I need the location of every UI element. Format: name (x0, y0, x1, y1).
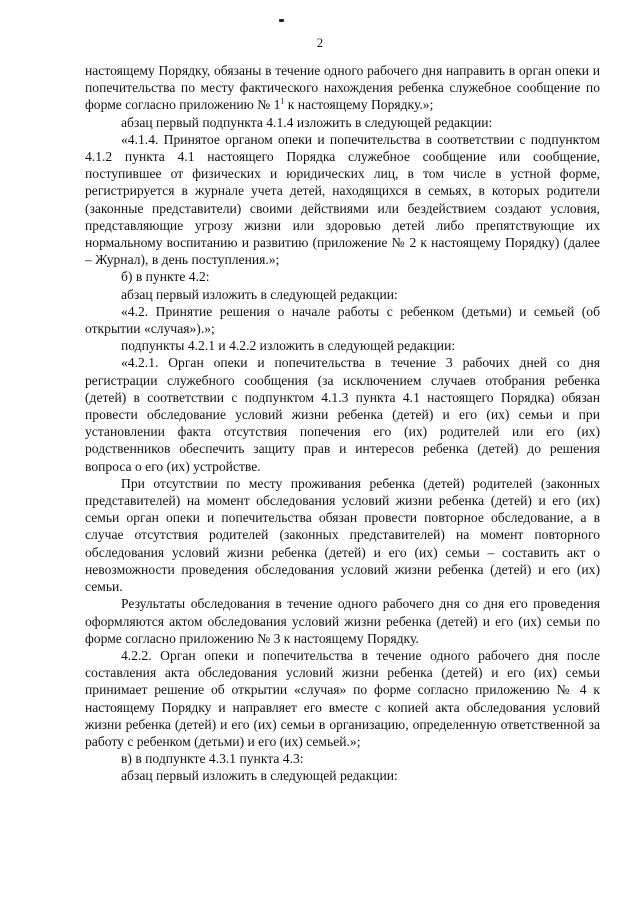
paragraph (85, 303, 600, 337)
paragraph (85, 647, 600, 750)
paragraph-text: 4.2.2. Орган опеки и попечительства в течение одного рабочего дня после составления акта обследования условий жизни ребенка (детей) и его (их) семьи принимает решение об открытии «случая» по форме согласно приложению № 4 к настоящему Порядку и направляет его вместе с копией акта обследования условий жизни ребенка (детей) и его (их) семьи в организацию, определенную ответственной за работу с ребенком (детьми) и его (их) семьей.»; (85, 647, 600, 749)
paragraph (85, 131, 600, 269)
paragraph-text: подпункты 4.2.1 и 4.2.2 изложить в следующей редакции: (121, 338, 456, 354)
paragraph (85, 286, 600, 303)
paragraph-text: в) в подпункте 4.3.1 пункта 4.3: (121, 751, 304, 767)
paragraph (85, 62, 600, 114)
paragraph (85, 475, 600, 595)
paragraph (85, 268, 600, 285)
paragraph (85, 337, 600, 354)
paragraph (85, 767, 600, 784)
scan-mark (279, 19, 284, 22)
paragraph-text: настоящему Порядку, обязаны в течение одного рабочего дня направить в орган опеки и попечительства по месту фактического нахождения ребенка служебное сообщение по форме согласно приложению № 1 (85, 63, 600, 113)
superscript: 1 (280, 96, 285, 106)
paragraph-text: «4.1.4. Принятое органом опеки и попечительства в соответствии с подпунктом 4.1.2 пункта 4.1 настоящего Порядка служебное сообщение или сообщение, поступившее от физических и юридических лиц, в том числе в устной форме, регистрируется в журнале учета детей, находящихся в семьях, в которых родители (законные представители) своими действиями или бездействием создают условия, представляющие угрозу жизни или здоровью детей либо препятствующие их нормальному воспитанию и развитию (приложение № 2 к настоящему Порядку) (далее – Журнал), в день поступления.»; (85, 131, 600, 268)
paragraph (85, 595, 600, 647)
paragraph-text: «4.2.1. Орган опеки и попечительства в течение 3 рабочих дней со дня регистрации служебного сообщения (за исключением случаев отобрания ребенка (детей) в соответствии с подпунктом 4.1.3 пункта 4.1 настоящего Порядка) обязан провести обследование условий жизни ребенка (детей) и его (их) семьи и при установлении факта отсутствия попечения его (их) родителей или его (их) родственников обеспечить защиту прав и интересов ребенка (детей) до решения вопроса о его (их) устройстве. (85, 355, 600, 474)
page-number: 2 (316, 36, 324, 50)
paragraph (85, 114, 600, 131)
paragraph-tail: к настоящему Порядку.»; (284, 97, 434, 113)
paragraph (85, 750, 600, 767)
paragraph-text: Результаты обследования в течение одного рабочего дня со дня его проведения оформляются актом обследования условий жизни ребенка (детей) и его (их) семьи по форме согласно приложению № 3 к настоящему Порядку. (85, 596, 600, 646)
paragraph-text: «4.2. Принятие решения о начале работы с ребенком (детьми) и семьей (об открытии «случая»).»; (85, 303, 600, 337)
paragraph-text: б) в пункте 4.2: (121, 269, 210, 285)
paragraph-text: абзац первый подпункта 4.1.4 изложить в следующей редакции: (121, 114, 493, 130)
paragraph-text: При отсутствии по месту проживания ребенка (детей) родителей (законных представителей) на момент обследования условий жизни ребенка (детей) и его (их) семьи орган опеки и попечительства обязан провести повторное обследование, а в случае отсутствия родителей (законных представителей) на момент повторного обследования условий жизни ребенка (детей) и его (их) семьи – составить акт о невозможности проведения обследования условий жизни ребенка (детей) и его (их) семьи. (85, 475, 600, 595)
document-body (85, 62, 600, 785)
paragraph-text: абзац первый изложить в следующей редакции: (121, 768, 398, 784)
paragraph-text: абзац первый изложить в следующей редакции: (121, 286, 398, 302)
paragraph (85, 354, 600, 474)
